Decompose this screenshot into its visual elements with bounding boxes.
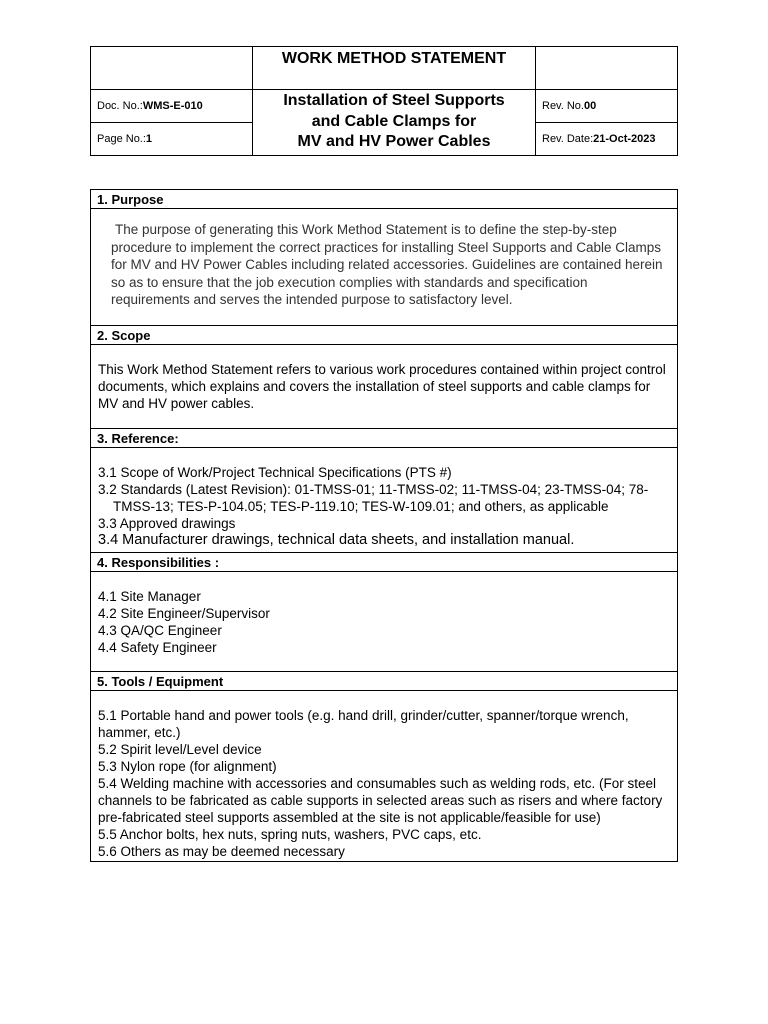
revision-date-label: Rev. Date: — [542, 133, 594, 145]
reference-list — [91, 448, 677, 552]
page-number — [91, 123, 252, 155]
section-body-purpose — [91, 209, 677, 326]
header-title-column — [253, 47, 535, 155]
list-item: 5.6 Others as may be deemed necessary — [98, 843, 345, 859]
list-item: 4.2 Site Engineer/Supervisor — [98, 605, 270, 621]
doc-number-label: Doc. No.: — [97, 100, 143, 112]
page-number-value: 1 — [145, 133, 153, 145]
list-item: 4.3 QA/QC Engineer — [98, 622, 222, 638]
purpose-text — [91, 209, 677, 325]
list-item: 5.1 Portable hand and power tools (e.g. hand drill, grinder/cutter, spanner/torque wrench, hammer, etc.) — [98, 707, 629, 740]
revision-number — [536, 90, 677, 123]
doc-title-line: Installation of Steel Supports — [283, 92, 505, 109]
doc-number — [91, 90, 252, 123]
section-heading-purpose: 1. Purpose — [91, 190, 677, 209]
list-item: 3.2 Standards (Latest Revision): 01-TMSS-01; 11-TMSS-02; 11-TMSS-04; 23-TMSS-04; 78-TMSS-13; TES-P-104.05; TES-P-119.10; TES-W-109.01; and others, as applicable — [98, 481, 649, 514]
sections-table — [90, 189, 678, 862]
responsibilities-list — [91, 572, 677, 671]
list-item: 3.1 Scope of Work/Project Technical Specifications (PTS #) — [98, 464, 452, 480]
page-number-label: Page No.: — [97, 133, 146, 145]
header-left-column — [91, 47, 253, 155]
revision-date — [536, 123, 677, 155]
list-item: 3.4 Manufacturer drawings, technical data sheets, and installation manual. — [98, 531, 575, 548]
header-right-column — [535, 47, 677, 155]
section-heading-responsibilities: 4. Responsibilities : — [91, 553, 677, 572]
revision-number-label: Rev. No. — [542, 100, 584, 112]
list-item: 5.4 Welding machine with accessories and consumables such as welding rods, etc. (For steel channels to be fabricated as cable supports in selected areas such as risers and where factory pre-fabricated steel supports assembled at the site is not applicable/feasible for use) — [98, 775, 663, 825]
list-item: 3.3 Approved drawings — [98, 515, 236, 531]
doc-title-line: and Cable Clamps for — [311, 112, 477, 130]
doc-title — [253, 91, 535, 153]
revision-date-value: 21-Oct-2023 — [593, 133, 656, 145]
section-heading-scope: 2. Scope — [91, 326, 677, 345]
list-item: 5.2 Spirit level/Level device — [98, 741, 262, 757]
section-heading-tools: 5. Tools / Equipment — [91, 672, 677, 691]
tools-list — [91, 691, 677, 861]
purpose-paragraph: The purpose of generating this Work Method Statement is to define the step-by-step procedure to implement the correct practices for installing Steel Supports and Cable Clamps for MV and HV Power Cables including related accessories. Guidelines are contained herein so as to ensure that the job execution complies with standards and specification requirements and serves the intended purpose to satisfactory level. — [111, 222, 663, 307]
document-header — [90, 46, 678, 156]
wms-title: WORK METHOD STATEMENT — [253, 47, 535, 90]
list-item: 5.5 Anchor bolts, hex nuts, spring nuts, washers, PVC caps, etc. — [98, 826, 482, 842]
section-body-scope — [91, 345, 677, 429]
list-item: 4.1 Site Manager — [98, 588, 201, 604]
list-item: 4.4 Safety Engineer — [98, 639, 217, 655]
doc-title-line: MV and HV Power Cables — [297, 133, 491, 150]
doc-number-value: WMS-E-010 — [142, 100, 203, 112]
header-blank-cell — [91, 47, 252, 90]
revision-number-value: 00 — [583, 100, 597, 112]
header-blank-cell — [536, 47, 677, 90]
section-heading-reference: 3. Reference: — [91, 429, 677, 448]
list-item: 5.3 Nylon rope (for alignment) — [98, 758, 277, 774]
section-body-tools — [91, 691, 677, 861]
section-body-responsibilities — [91, 572, 677, 672]
scope-paragraph: This Work Method Statement refers to various work procedures contained within project control documents, which explains and covers the installation of steel supports and cable clamps for MV and HV power cables. — [98, 361, 666, 411]
section-body-reference — [91, 448, 677, 553]
